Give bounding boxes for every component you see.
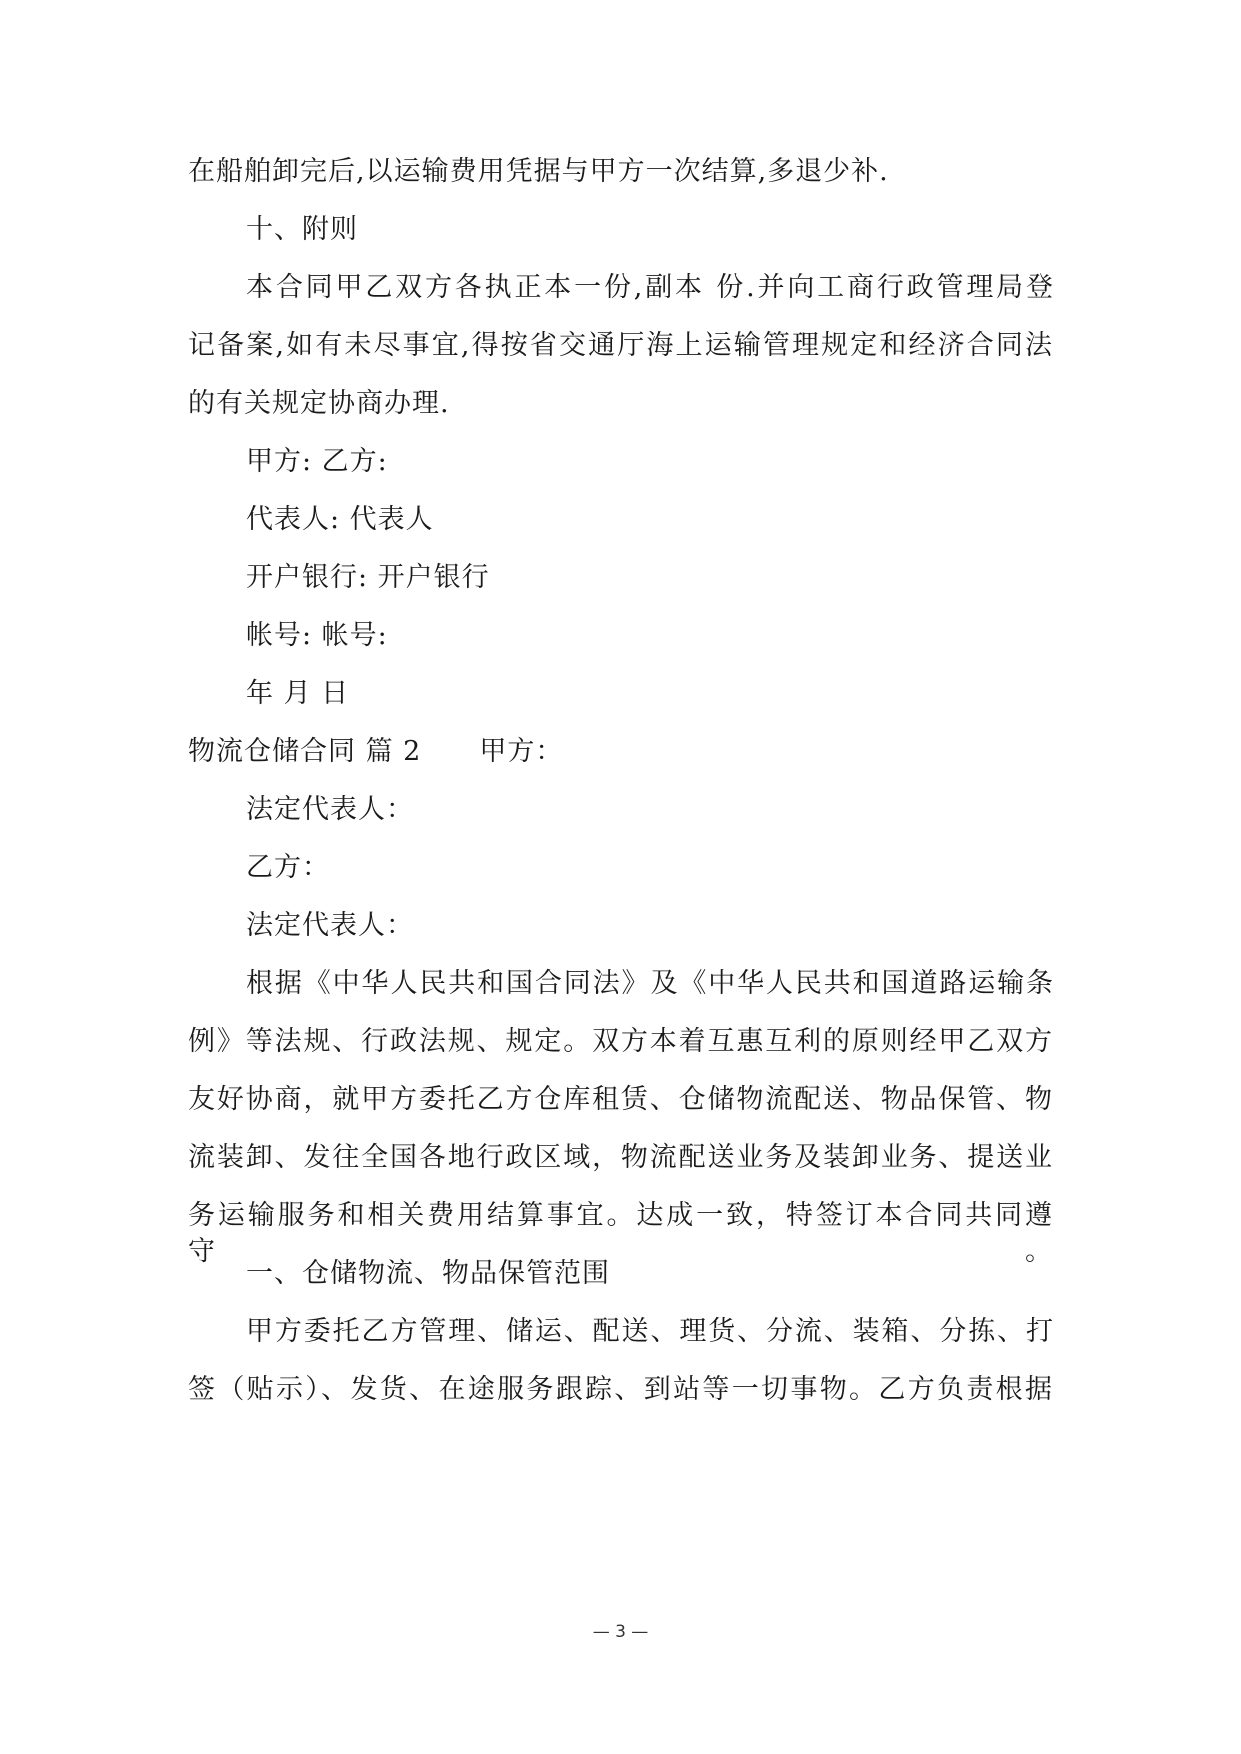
signature-account-line: 帐号: 帐号: [246, 620, 388, 651]
paragraph-line: 签（贴示）、发货、在途服务跟踪、到站等一切事物。乙方负责根据 [188, 1374, 1053, 1405]
paragraph-line: 的有关规定协商办理. [188, 388, 450, 419]
signature-date-line: 年 月 日 [246, 678, 350, 709]
signature-representative-line: 代表人: 代表人 [246, 504, 434, 535]
paragraph-line: 本合同甲乙双方各执正本一份,副本 份.并向工商行政管理局登 [246, 272, 1054, 303]
party-b-line: 乙方： [246, 852, 330, 883]
document-title: 物流仓储合同 篇 2 [188, 736, 422, 767]
paragraph-line: 务运输服务和相关费用结算事宜。达成一致，特签订本合同共同遵守。 [188, 1200, 1053, 1267]
signature-bank-line: 开户银行: 开户银行 [246, 562, 490, 593]
page-number: — 3 — [592, 1622, 649, 1642]
paragraph-line: 根据《中华人民共和国合同法》及《中华人民共和国道路运输条 [246, 968, 1054, 999]
section-heading: 十、附则 [246, 214, 358, 245]
document-heading [188, 734, 563, 770]
paragraph-line: 友好协商，就甲方委托乙方仓库租赁、仓储物流配送、物品保管、物 [188, 1084, 1053, 1115]
section-heading: 一、仓储物流、物品保管范围 [246, 1258, 610, 1289]
signature-party-line: 甲方: 乙方: [246, 446, 388, 477]
paragraph-line: 在船舶卸完后,以运输费用凭据与甲方一次结算,多退少补. [188, 156, 889, 187]
paragraph-line: 流装卸、发往全国各地行政区域，物流配送业务及装卸业务、提送业 [188, 1142, 1053, 1173]
paragraph-line: 例》等法规、行政法规、规定。双方本着互惠互利的原则经甲乙双方 [188, 1026, 1053, 1057]
paragraph-line: 记备案,如有未尽事宜,得按省交通厅海上运输管理规定和经济合同法 [188, 330, 1053, 361]
party-a-label: 甲方： [479, 736, 564, 767]
legal-representative-line: 法定代表人： [246, 910, 414, 941]
paragraph-line: 甲方委托乙方管理、储运、配送、理货、分流、装箱、分拣、打 [246, 1316, 1054, 1347]
legal-representative-line: 法定代表人： [246, 794, 414, 825]
